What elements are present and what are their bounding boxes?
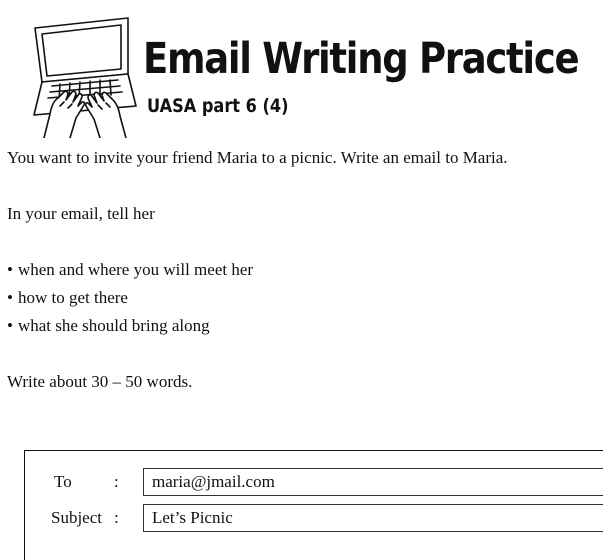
subject-field[interactable]: Let’s Picnic bbox=[143, 504, 603, 532]
subject-label: Subject bbox=[51, 508, 102, 527]
task-intro: In your email, tell her bbox=[7, 204, 155, 223]
list-item: • how to get there bbox=[7, 288, 253, 316]
word-limit-note: Write about 30 – 50 words. bbox=[7, 372, 193, 391]
page-title: Email Writing Practice bbox=[143, 34, 579, 84]
task-description: You want to invite your friend Maria to a picnic. Write an email to Maria. bbox=[7, 148, 508, 167]
list-item: • when and where you will meet her bbox=[7, 260, 253, 288]
to-colon: : bbox=[114, 472, 119, 491]
content-points-list bbox=[7, 260, 253, 344]
laptop-typing-hands-icon bbox=[30, 14, 138, 138]
worksheet-header bbox=[0, 0, 603, 140]
list-item: • what she should bring along bbox=[7, 316, 253, 344]
email-form bbox=[24, 450, 603, 560]
to-field[interactable]: maria@jmail.com bbox=[143, 468, 603, 496]
to-label: To bbox=[54, 472, 72, 491]
page-subtitle: UASA part 6 (4) bbox=[147, 95, 289, 117]
subject-colon: : bbox=[114, 508, 119, 527]
